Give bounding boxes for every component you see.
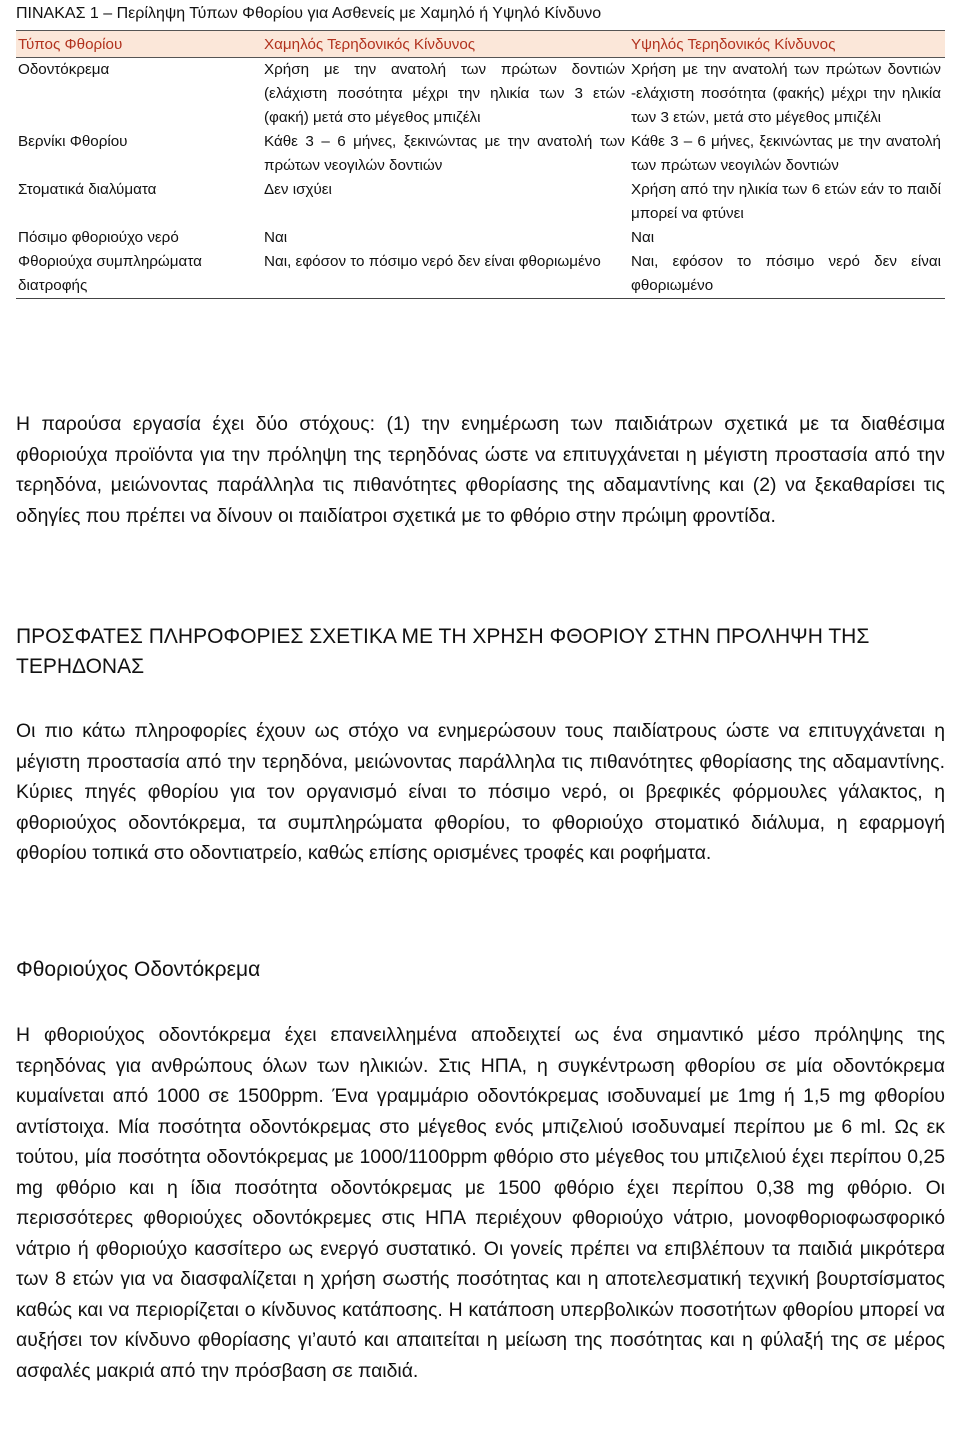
table-row xyxy=(16,58,945,131)
fluoride-toothpaste-paragraph: Η φθοριούχος οδοντόκρεμα έχει επανειλλημένα αποδειχτεί ως ένα σημαντικό μέσο πρόληψης της τερηδόνας για ανθρώπους όλων των ηλικιών. Στις ΗΠΑ, η συγκέντρωση φθορίου σε μία οδοντόκρεμα κυμαίνεται από 1000 σε 1500ppm. Ένα γραμμάριο οδοντόκρεμας ισοδυναμεί με 1mg ή 1,5 mg φθορίου αντίστοιχα. Μία ποσότητα οδοντόκρεμας στο μέγεθος ενός μπιζελιού ισοδυναμεί περίπου με 6 ml. Ως εκ τούτου, μία ποσότητα οδοντόκρεμας με 1000/1100ppm φθόριο στο μέγεθος του μπιζελιού έχει περίπου 0,25 mg φθόριο και η ίδια ποσότητα οδοντόκρεμας με 1500 φθόριο έχει περίπου 0,38 mg φθόριο. Οι περισσότερες φθοριούχες οδοντόκρεμες στις ΗΠΑ περιέχουν φθοριούχο νάτριο, μονοφθοριοφωσφορικό νάτριο ή φθοριούχο κασσίτερο ως ενεργό συστατικό. Οι γονείς πρέπει να επιβλέπουν τα παιδιά μικρότερα των 8 ετών για να διασφαλίζεται η χρήση σωστής ποσότητας και η αποτελεσματική τεχνική βουρτσίσματος καθώς και να περιορίζεται ο κίνδυνος κατάποσης. Η κατάποση υπερβολικών ποσοτήτων φθορίου μπορεί να αυξήσει τον κίνδυνο φθορίασης γι’αυτό και απαιτείται η μείωση της ποσότητας και η φύλαξή της σε μέρος ασφαλές μακριά από την πρόσβαση σε παιδιά. xyxy=(16,1024,945,1382)
cell-low-risk: Δεν ισχύει xyxy=(264,181,332,198)
fluoride-summary-table xyxy=(16,30,945,299)
cell-low-risk: Χρήση με την ανατολή των πρώτων δοντιών (ελάχιστη ποσότητα μέχρι την ηλικία των 3 ετών (φακή) μετά στο μέγεθος μπιζέλι xyxy=(264,61,625,126)
intro-paragraph: Η παρούσα εργασία έχει δύο στόχους: (1) την ενημέρωση των παιδιάτρων σχετικά με τα διαθέσιμα φθοριούχα προϊόντα για την πρόληψη της τερηδόνας ώστε να επιτυγχάνεται η μέγιστη προστασία από την τερηδόνα, μειώνοντας παράλληλα τις πιθανότητες φθορίασης της αδαμαντίνης και (2) να ξεκαθαρίσει τις οδηγίες που πρέπει να δίνουν οι παιδίατροι σχετικά με το φθόριο στην πρώιμη φροντίδα. xyxy=(16,413,945,527)
recent-info-paragraph: Οι πιο κάτω πληροφορίες έχουν ως στόχο να ενημερώσουν τους παιδίατρους ώστε να επιτυγχάνεται η μέγιστη προστασία από την τερηδόνα, μειώνοντας παράλληλα τις πιθανότητες φθορίασης της αδαμαντίνης. Κύριες πηγές φθορίου για τον οργανισμό είναι το πόσιμο νερό, οι βρεφικές φόρμουλες γάλακτος, η φθοριούχος οδοντόκρεμα, τα συμπληρώματα φθορίου, το φθοριούχο στοματικό διάλυμα, η εφαρμογή φθορίου τοπικά στο οδοντιατρείο, καθώς επίσης ορισμένες τροφές και ροφήματα. xyxy=(16,720,945,864)
header-fluoride-type: Τύπος Φθορίου xyxy=(16,31,262,58)
cell-high-risk: Ναι, εφόσον το πόσιμο νερό δεν είναι φθοριωμένο xyxy=(629,250,945,299)
cell-high-risk: Κάθε 3 – 6 μήνες, ξεκινώντας με την ανατολή των πρώτων νεογιλών δοντιών xyxy=(631,133,941,174)
section-heading-fluoride-toothpaste: Φθοριούχος Οδοντόκρεμα xyxy=(16,958,261,981)
cell-high-risk: Χρήση από την ηλικία των 6 ετών εάν το παιδί μπορεί να φτύνει xyxy=(631,181,941,222)
document-page xyxy=(16,0,945,1382)
table-header-row xyxy=(16,31,945,58)
cell-type: Στοματικά διαλύματα xyxy=(18,181,157,198)
section-heading-recent-info: ΠΡΟΣΦΑΤΕΣ ΠΛΗΡΟΦΟΡΙΕΣ ΣΧΕΤΙΚΑ ΜΕ ΤΗ ΧΡΗΣΗ ΦΘΟΡΙΟΥ ΣΤΗΝ ΠΡΟΛΗΨΗ ΤΗΣ ΤΕΡΗΔΟΝΑΣ xyxy=(16,625,870,678)
header-high-risk: Υψηλός Τερηδονικός Κίνδυνος xyxy=(629,31,945,58)
table-row xyxy=(16,178,945,226)
cell-type: Οδοντόκρεμα xyxy=(18,61,110,78)
cell-low-risk: Κάθε 3 – 6 μήνες, ξεκινώντας με την ανατολή των πρώτων νεογιλών δοντιών xyxy=(264,133,625,174)
header-low-risk: Χαμηλός Τερηδονικός Κίνδυνος xyxy=(262,31,629,58)
table-row xyxy=(16,226,945,250)
cell-type: Πόσιμο φθοριούχο νερό xyxy=(18,229,179,246)
cell-type: Βερνίκι Φθορίου xyxy=(18,133,128,150)
cell-high-risk: Χρήση με την ανατολή των πρώτων δοντιών -ελάχιστη ποσότητα (φακής) μέχρι την ηλικία των 3 ετών, μετά στο μέγεθος μπιζέλι xyxy=(631,61,941,126)
cell-low-risk: Ναι xyxy=(264,229,288,246)
table-row xyxy=(16,130,945,178)
table-caption: ΠΙΝΑΚΑΣ 1 – Περίληψη Τύπων Φθορίου για Ασθενείς με Χαμηλό ή Υψηλό Κίνδυνο xyxy=(16,5,602,22)
table-row xyxy=(16,250,945,299)
cell-type: Φθοριούχα συμπληρώματα διατροφής xyxy=(16,250,262,299)
cell-high-risk: Ναι xyxy=(631,229,655,246)
cell-low-risk: Ναι, εφόσον το πόσιμο νερό δεν είναι φθοριωμένο xyxy=(262,250,629,299)
